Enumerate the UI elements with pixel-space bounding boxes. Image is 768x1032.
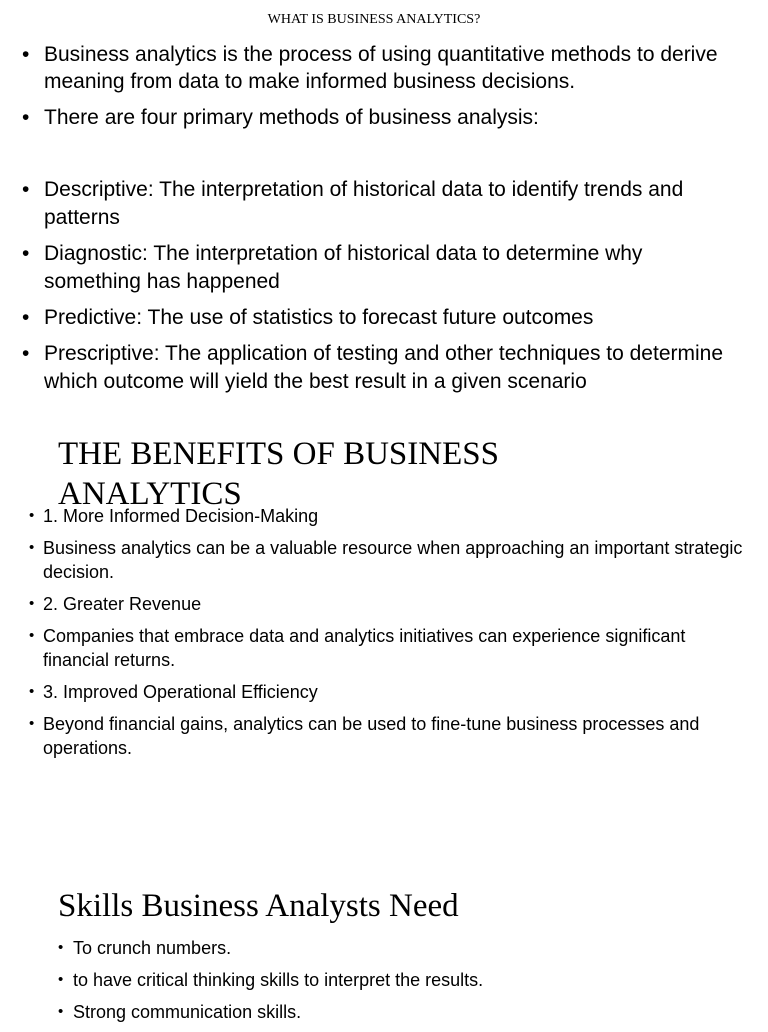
list-item: • Prescriptive: The application of testing and other techniques to determine which outcome will yield the best result in a given scenario <box>22 342 724 393</box>
bullet-icon: • <box>58 939 64 956</box>
list-item: • Diagnostic: The interpretation of historical data to determine why something has happened <box>22 242 643 293</box>
bullet-icon: • <box>22 306 30 329</box>
bullet-icon: • <box>22 178 30 201</box>
list-item: • 2. Greater Revenue <box>29 594 202 614</box>
bullet-icon: • <box>29 683 35 700</box>
skills-list <box>58 936 698 1032</box>
list-item: • Beyond financial gains, analytics can be used to fine-tune business processes and operations. <box>29 714 700 758</box>
list-item: • Business analytics is the process of using quantitative methods to derive meaning from data to make informed business decisions. <box>22 43 718 93</box>
bullet-icon: • <box>22 342 30 365</box>
list-item: • Predictive: The use of statistics to forecast future outcomes <box>22 304 742 332</box>
list-item: • Companies that embrace data and analytics initiatives can experience significant financial returns. <box>29 626 686 670</box>
bullet-icon: • <box>29 715 35 732</box>
list-item: • Descriptive: The interpretation of historical data to identify trends and patterns <box>22 178 684 229</box>
bullet-icon: • <box>29 507 35 524</box>
methods-list <box>22 176 742 404</box>
bullet-icon: • <box>29 595 35 612</box>
intro-list <box>22 41 742 140</box>
bullet-icon: • <box>22 106 30 129</box>
bullet-icon: • <box>29 539 35 556</box>
list-item: • 3. Improved Operational Efficiency <box>29 682 318 702</box>
list-item: • There are four primary methods of business analysis: <box>22 106 539 129</box>
skills-heading: Skills Business Analysts Need <box>58 888 459 924</box>
list-item: • To crunch numbers. <box>58 938 232 958</box>
benefits-heading: THE BENEFITS OF BUSINESS ANALYTICS <box>58 436 499 512</box>
list-item: • to have critical thinking skills to interpret the results. <box>58 970 484 990</box>
bullet-icon: • <box>29 627 35 644</box>
benefits-list <box>29 504 749 768</box>
list-item: • 1. More Informed Decision-Making <box>29 506 319 526</box>
list-item: • Strong communication skills. <box>58 1002 302 1022</box>
bullet-icon: • <box>58 1003 64 1020</box>
bullet-icon: • <box>22 43 30 66</box>
page-title: WHAT IS BUSINESS ANALYTICS? <box>267 12 481 27</box>
bullet-icon: • <box>22 242 30 265</box>
bullet-icon: • <box>58 971 64 988</box>
list-item: • Business analytics can be a valuable resource when approaching an important strategic decision. <box>29 538 743 582</box>
